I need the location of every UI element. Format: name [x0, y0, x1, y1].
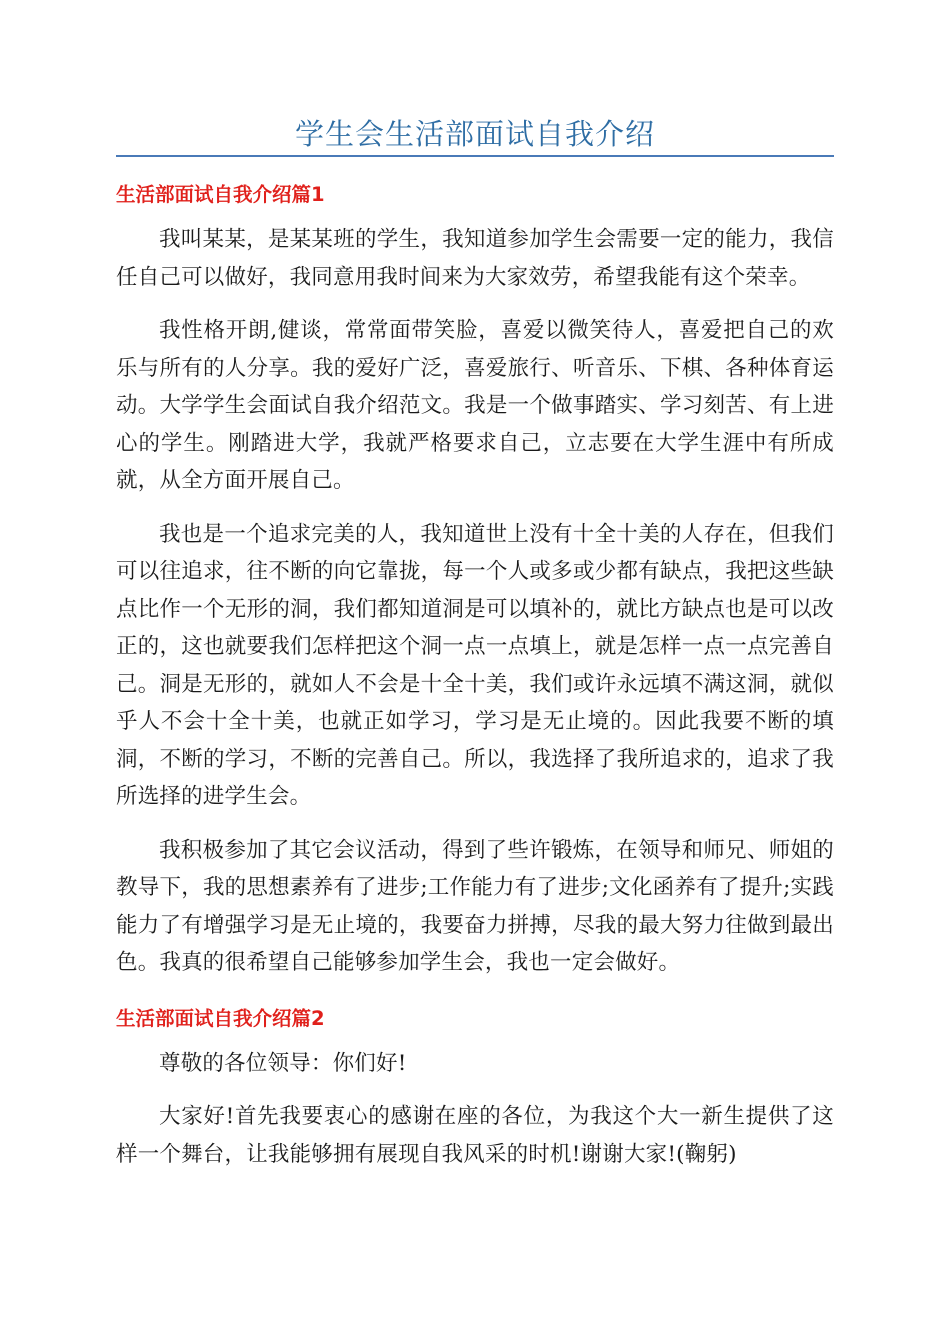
paragraph: 我性格开朗,健谈，常常面带笑脸，喜爱以微笑待人，喜爱把自己的欢乐与所有的人分享。我的爱好广泛，喜爱旅行、听音乐、下棋、各种体育运动。大学学生会面试自我介绍范文。我是一个做事踏实、学习刻苦、有上进心的学生。刚踏进大学，我就严格要求自己，立志要在大学生涯中有所成就，从全方面开展自己。: [116, 318, 834, 493]
title-divider: [116, 155, 834, 157]
paragraph: 我叫某某，是某某班的学生，我知道参加学生会需要一定的能力，我信任自己可以做好，我同意用我时间来为大家效劳，希望我能有这个荣幸。: [116, 227, 834, 290]
section-heading: 生活部面试自我介绍篇1: [116, 183, 325, 206]
section-heading: 生活部面试自我介绍篇2: [116, 1006, 325, 1030]
document-body: [116, 176, 834, 1173]
paragraph: 我积极参加了其它会议活动，得到了些许锻炼，在领导和师兄、师姐的教导下，我的思想素养有了进步;工作能力有了进步;文化函养有了提升;实践能力了有增强学习是无止境的，我要奋力拼搏，尽我的最大努力往做到最出色。我真的很希望自己能够参加学生会，我也一定会做好。: [116, 837, 834, 975]
page-title: 学生会生活部面试自我介绍: [294, 117, 655, 151]
paragraph: 我也是一个追求完美的人，我知道世上没有十全十美的人存在，但我们可以往追求，往不断的向它靠拢，每一个人或多或少都有缺点，我把这些缺点比作一个无形的洞，我们都知道洞是可以填补的，就比方缺点也是可以改正的，这也就要我们怎样把这个洞一点一点填上，就是怎样一点一点完善自己。洞是无形的，就如人不会是十全十美，我们或许永远填不满这洞，就似乎人不会十全十美，也就正如学习，学习是无止境的。因此我要不断的填洞，不断的学习，不断的完善自己。所以，我选择了我所追求的，追求了我所选择的进学生会。: [116, 521, 834, 809]
paragraph: 尊敬的各位领导：你们好!: [159, 1050, 407, 1076]
paragraph: 大家好!首先我要衷心的感谢在座的各位，为我这个大一新生提供了这样一个舞台，让我能够拥有展现自我风采的时机!谢谢大家!(鞠躬): [116, 1104, 834, 1167]
